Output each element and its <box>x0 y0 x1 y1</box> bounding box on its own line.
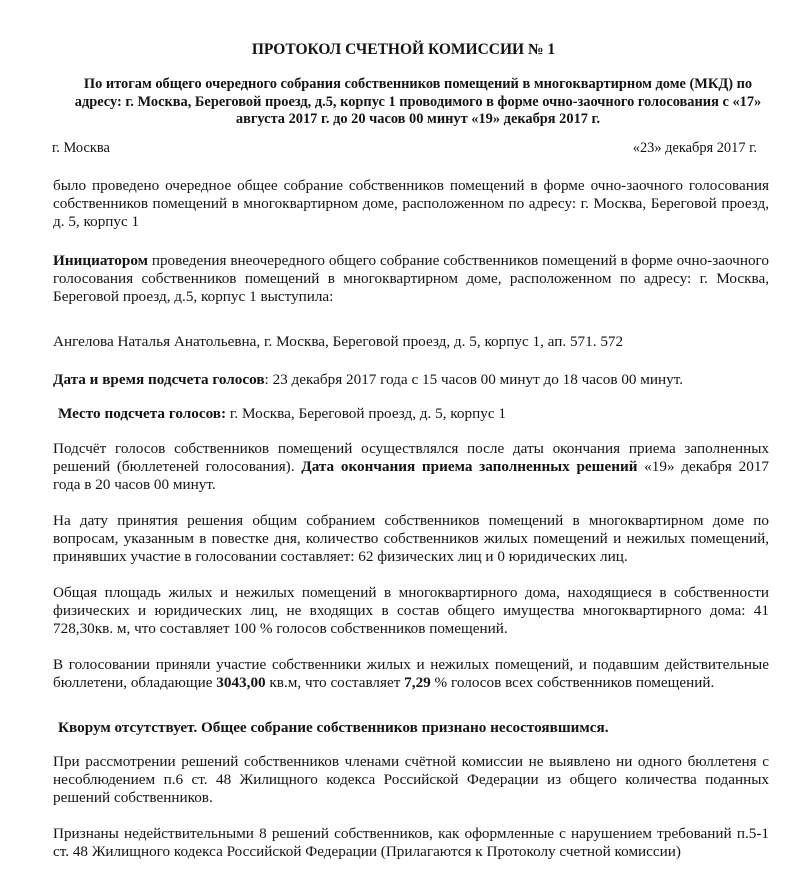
vote-count-text-1: Подсчёт голосов собственников помещений осуществлялся после даты окончания приема заполненных решений (бюллетеней голосования). <box>53 440 769 475</box>
quorum-text: Кворум отсутствует. Общее собрание собственников признано несостоявшимся. <box>58 719 609 736</box>
participation-text-3: % голосов всех собственников помещений. <box>430 674 715 691</box>
participation-text-2: кв.м, что составляет <box>269 674 405 691</box>
protocol-date: «23» декабря 2017 г. <box>632 140 757 156</box>
count-datetime-label: Дата и время подсчета голосов <box>53 371 265 388</box>
paragraph-meeting: было проведено очередное общее собрание собственников помещений в форме очно-заочного голосования собственников помещений в многоквартирном доме, расположенном по адресу: г. Москва, Береговой проезд, д. 5, корпус 1 <box>53 177 769 230</box>
paragraph-invalid: Признаны недействительными 8 решений собственников, как оформленные с нарушением требований п.5-1 ст. 48 Жилищного кодекса Российской Федерации (Прилагаются к Протоколу счетной комиссии) <box>53 825 769 860</box>
deadline-label: Дата окончания приема заполненных решений <box>301 458 638 475</box>
paragraph-area: Общая площадь жилых и нежилых помещений в многоквартирного дома, находящиеся в собственности физических и юридических лиц, не входящих в состав общего имущества многоквартирного дома: 41 728,30кв. м, что составляет 100 % голосов собственников помещений. <box>53 584 769 637</box>
count-datetime-text: : 23 декабря 2017 года с 15 часов 00 минут до 18 часов 00 минут. <box>264 371 684 388</box>
initiator-text: проведения внеочередного общего собрание собственников помещений в форме очно-заочного голосования собственников помещений в многоквартирном доме, расположенном по адресу: г. Москва, Береговой проезд, д.5, корпус 1 выступила: <box>53 252 769 305</box>
paragraph-initiator-person: Ангелова Наталья Анатольевна, г. Москва, Береговой проезд, д. 5, корпус 1, ап. 571. 572 <box>53 333 624 350</box>
paragraph-count-place <box>58 405 774 423</box>
paragraph-review: При рассмотрении решений собственников членами счётной комиссии не выявлено ни одного бюллетеня с несоблюдением п.6 ст. 48 Жилищного кодекса Российской Федерации из общего количества поданных решений собственников. <box>53 753 769 806</box>
count-place-label: Место подсчета голосов: <box>58 405 227 422</box>
participation-text-1: В голосовании приняли участие собственники жилых и нежилых помещений, и подавшим действительные бюллетени, обладающие <box>53 656 769 691</box>
document-subtitle: По итогам общего очередного собрания собственников помещений в многоквартирном доме (МКД) по адресу: г. Москва, Береговой проезд, д.5, корпус 1 проводимого в форме очно-заочного голосования с «17» августа 2017 г. до 20 часов 00 минут «19» декабря 2017 г. <box>74 76 762 127</box>
count-place-text: г. Москва, Береговой проезд, д. 5, корпус 1 <box>226 405 506 422</box>
paragraph-initiator <box>53 252 769 306</box>
document-title: ПРОТОКОЛ СЧЕТНОЙ КОМИССИИ № 1 <box>251 41 556 58</box>
participation-percent: 7,29 <box>404 674 431 691</box>
initiator-label: Инициатором <box>53 252 148 269</box>
paragraph-count-datetime <box>53 371 769 389</box>
paragraph-quorum <box>58 719 774 737</box>
vote-count-text-2: «19» декабря 2017 года в 20 часов 00 минут. <box>53 458 770 493</box>
participation-area: 3043,00 <box>216 674 270 691</box>
paragraph-participants: На дату принятия решения общим собранием собственников помещений в многоквартирном доме по вопросам, указанным в повестке дня, количество собственников жилых помещений и нежилых помещений, принявших участие в голосовании составляет: 62 физических лиц и 0 юридических лиц. <box>53 512 769 565</box>
city: г. Москва <box>52 140 110 156</box>
paragraph-vote-count <box>53 440 769 494</box>
paragraph-participation <box>53 656 769 692</box>
